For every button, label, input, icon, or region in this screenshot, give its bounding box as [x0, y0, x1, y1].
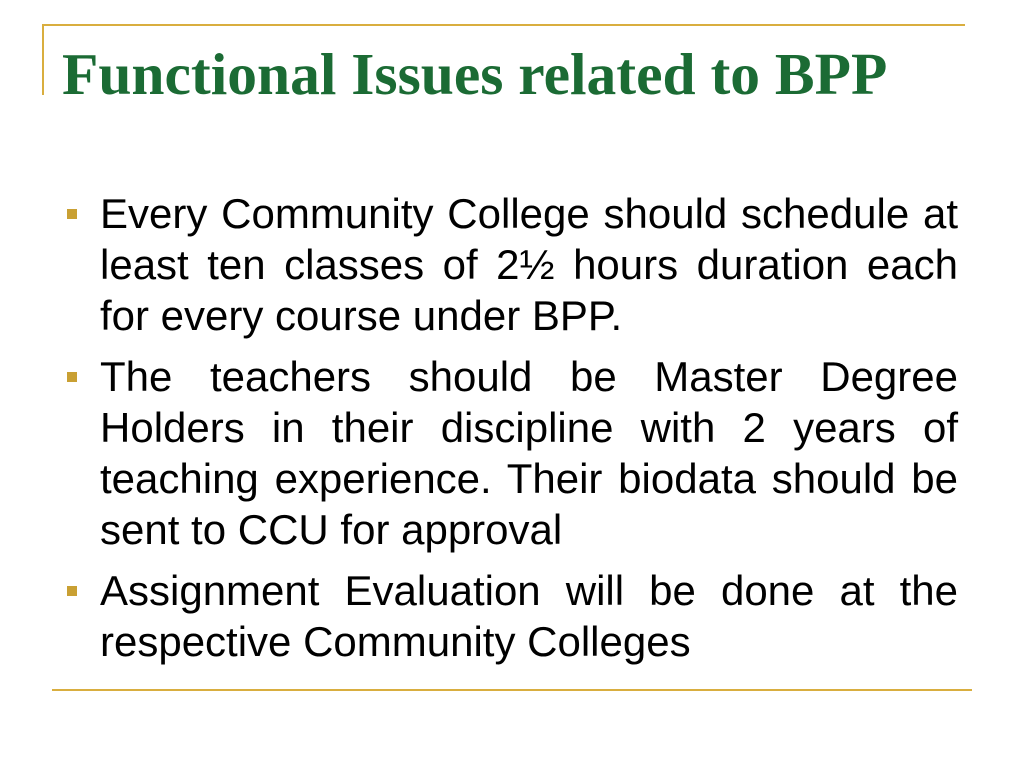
frame-bottom-rule [52, 689, 972, 691]
bullet-text: The teachers should be Master Degree Holders in their discipline with 2 years of teaching experience. Their biodata should be sent to CCU for approval [100, 353, 958, 553]
frame-left-rule [42, 24, 44, 95]
bullet-text: Assignment Evaluation will be done at the respective Community Colleges [100, 567, 958, 665]
square-bullet-icon [67, 209, 77, 219]
bullet-item [100, 351, 958, 555]
bullet-list [100, 188, 958, 677]
bullet-text: Every Community College should schedule at least ten classes of 2½ hours duration each for every course under BPP. [100, 190, 958, 339]
frame-top-rule [42, 24, 965, 26]
square-bullet-icon [67, 586, 77, 596]
bullet-item [100, 188, 958, 341]
square-bullet-icon [67, 372, 77, 382]
slide-title: Functional Issues related to BPP [62, 41, 888, 107]
bullet-item [100, 565, 958, 667]
